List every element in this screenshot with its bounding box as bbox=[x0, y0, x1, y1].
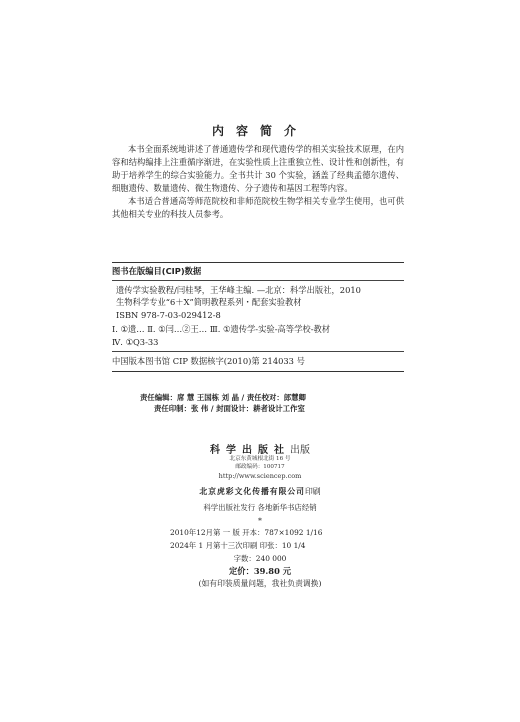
cip-title-line: 遗传学实验教程/闫桂琴，王华峰主编. —北京：科学出版社，2010 bbox=[116, 284, 361, 295]
summary-title: 内容简介 bbox=[211, 124, 308, 138]
credits-production: 责任印制：张 伟 / 封面设计：耕者设计工作室 bbox=[154, 404, 305, 413]
publisher-address: 北京东黄城根北街 16 号 bbox=[229, 456, 291, 462]
printing-line: 2024年 1 月第十三次印刷 印张：10 1/4 bbox=[170, 540, 306, 550]
cip-top-rule bbox=[112, 262, 404, 263]
cip-heading-rule bbox=[112, 280, 404, 281]
printer-name: 北京虎彩文化传播有限公司 bbox=[199, 487, 305, 496]
cip-series-line: 生物科学专业“6＋X”简明教程系列・配套实验教材 bbox=[116, 297, 302, 307]
cip-record-number: 中国版本图书馆 CIP 数据核字(2010)第 214033 号 bbox=[112, 356, 305, 366]
cip-classification-2: Ⅳ. ①Q3-33 bbox=[112, 336, 159, 347]
printer-line bbox=[0, 486, 520, 497]
summary-paragraph-2: 本书适合普通高等师范院校和非师范院校生物学相关专业学生使用，也可供其他相关专业的科技人员参考。 bbox=[112, 196, 404, 219]
summary-paragraph-1: 本书全面系统地讲述了普通遗传学和现代遗传学的相关实验技术原理，在内容和结构编排上注重循序渐进，在实验性质上注重独立性、设计性和创新性，有助于培养学生的综合实验能力。全书共计 30 个实验，涵盖了经典孟德尔遗传、细胞遗传、数量遗传、微生物遗传、分子遗传和基因工程等内容。 bbox=[112, 144, 404, 193]
cip-bottom-rule bbox=[112, 371, 404, 372]
cip-middle-rule bbox=[112, 351, 404, 352]
separator-star: * bbox=[258, 516, 262, 525]
cip-heading: 图书在版编目(CIP)数据 bbox=[112, 266, 202, 276]
edition-line: 2010年12月第 一 版 开本：787×1092 1/16 bbox=[170, 528, 323, 537]
printer-suffix: 印刷 bbox=[304, 487, 321, 496]
editor-credits bbox=[140, 392, 420, 414]
distribution-line: 科学出版社发行 各地新华书店经销 bbox=[203, 503, 317, 512]
word-count: 字数：240 000 bbox=[233, 554, 287, 563]
credits-editors: 责任编辑：席 慧 王国栋 刘 晶 / 责任校对：郎慧卿 bbox=[140, 393, 306, 402]
book-specs bbox=[170, 527, 390, 552]
cip-classification-1: Ⅰ. ①遗… Ⅱ. ①闫…②王… Ⅲ. ①遗传学-实验-高等学校-教材 bbox=[112, 324, 331, 334]
price: 定价：39.80 元 bbox=[228, 566, 292, 576]
cip-isbn: ISBN 978-7-03-029412-8 bbox=[116, 309, 221, 320]
cip-block bbox=[112, 262, 404, 372]
publisher-postcode: 邮政编码：100717 bbox=[235, 464, 285, 470]
summary-body bbox=[112, 143, 404, 221]
publisher-name-line bbox=[0, 441, 520, 456]
quality-notice: (如有印装质量问题，我社负责调换) bbox=[198, 579, 322, 588]
publisher-name: 科学出版社 bbox=[210, 445, 290, 456]
publisher-name-suffix: 出版 bbox=[290, 445, 310, 456]
publisher-website: http://www.sciencep.com bbox=[218, 472, 302, 480]
